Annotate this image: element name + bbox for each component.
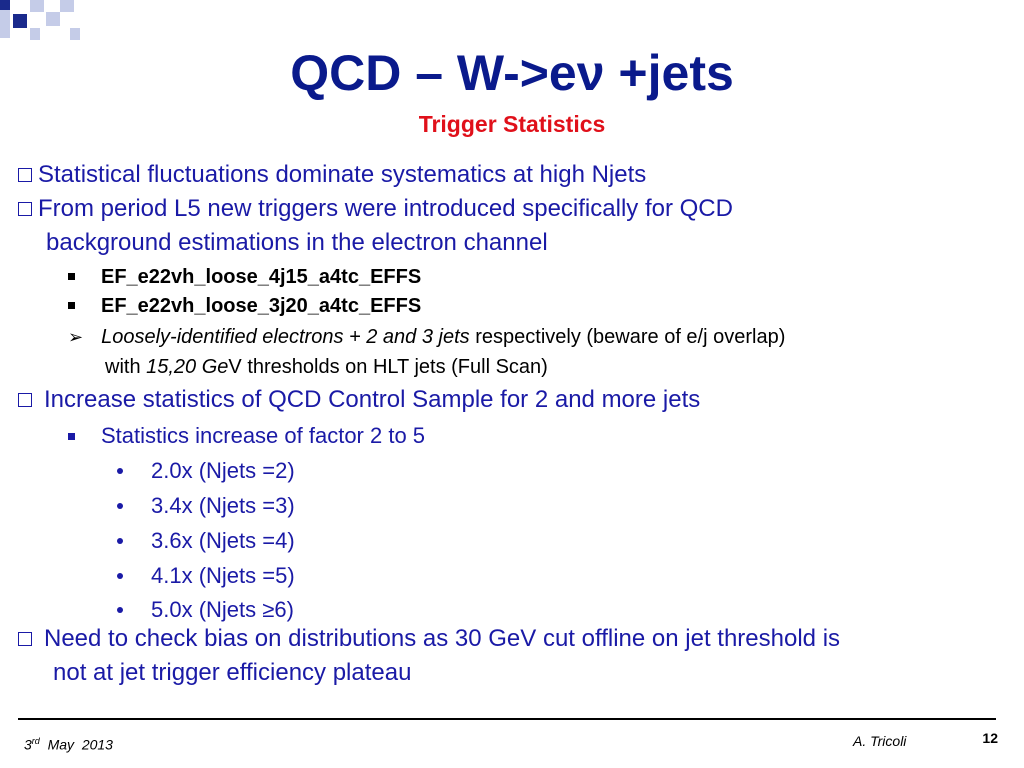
statistics-subitem — [68, 418, 425, 453]
square-bullet-icon — [68, 433, 75, 440]
trigger-item-2 — [68, 291, 421, 321]
bullet-1 — [18, 158, 646, 192]
bullet-3-text: Increase statistics of QCD Control Sample for 2 and more jets — [44, 386, 701, 413]
bullet-4-text-line2: not at jet trigger efficiency plateau — [53, 659, 412, 686]
bullet-3 — [18, 383, 700, 417]
factor-text: 2.0x (Njets =2) — [151, 458, 295, 483]
footer-divider — [18, 718, 996, 720]
page-number: 12 — [982, 730, 998, 746]
dot-bullet-icon — [117, 607, 123, 613]
square-bullet-icon — [68, 273, 75, 280]
dot-bullet-icon — [117, 503, 123, 509]
checkbox-bullet-icon — [18, 202, 32, 216]
arrow-bullet-icon: ➢ — [68, 327, 84, 347]
factor-item-2 — [117, 488, 295, 523]
factor-item-3 — [117, 523, 295, 558]
trigger-name-2: EF_e22vh_loose_3j20_a4tc_EFFS — [101, 295, 422, 317]
dot-bullet-icon — [117, 538, 123, 544]
slide-subtitle: Trigger Statistics — [418, 111, 606, 137]
factor-text: 4.1x (Njets =5) — [151, 563, 295, 588]
arrow-line2-rest: V thresholds on HLT jets (Full Scan) — [228, 356, 548, 378]
checkbox-bullet-icon — [18, 393, 32, 407]
factor-text: 3.6x (Njets =4) — [151, 528, 295, 553]
bullet-2-text-line2: background estimations in the electron channel — [46, 229, 548, 256]
checkbox-bullet-icon — [18, 168, 32, 182]
bullet-4 — [18, 622, 840, 656]
slide-title: QCD – W->eν +jets — [290, 45, 734, 101]
factor-item-1 — [117, 453, 295, 488]
square-bullet-icon — [68, 302, 75, 309]
date-suffix: rd — [31, 736, 40, 746]
factor-item-4 — [117, 558, 295, 593]
dot-bullet-icon — [117, 468, 123, 474]
footer-author: A. Tricoli — [853, 733, 907, 749]
date-rest: May 2013 — [39, 736, 113, 753]
date-day: 3 — [24, 736, 32, 753]
bullet-2-text-line1: From period L5 new triggers were introduced specifically for QCD — [38, 195, 733, 222]
trigger-item-1 — [68, 262, 421, 292]
factor-text: 3.4x (Njets =3) — [151, 493, 295, 518]
trigger-name-1: EF_e22vh_loose_4j15_a4tc_EFFS — [101, 266, 422, 288]
bullet-4-text-line1: Need to check bias on distributions as 30 GeV cut offline on jet threshold is — [44, 625, 841, 652]
arrow-text-rest: respectively (beware of e/j overlap) — [469, 326, 786, 348]
bullet-2 — [18, 192, 733, 226]
arrow-line2-italic: 15,20 Ge — [146, 356, 229, 378]
statistics-subitem-text: Statistics increase of factor 2 to 5 — [101, 423, 426, 448]
checkbox-bullet-icon — [18, 632, 32, 646]
arrow-line2-prefix: with — [105, 356, 147, 378]
arrow-item — [68, 322, 785, 352]
arrow-text-italic: Loosely-identified electrons + 2 and 3 jets — [101, 326, 470, 348]
arrow-item-line2 — [105, 352, 548, 382]
footer-date — [24, 732, 113, 754]
dot-bullet-icon — [117, 573, 123, 579]
bullet-1-text: Statistical fluctuations dominate systematics at high Njets — [38, 161, 647, 188]
factor-text: 5.0x (Njets ≥6) — [151, 597, 294, 622]
